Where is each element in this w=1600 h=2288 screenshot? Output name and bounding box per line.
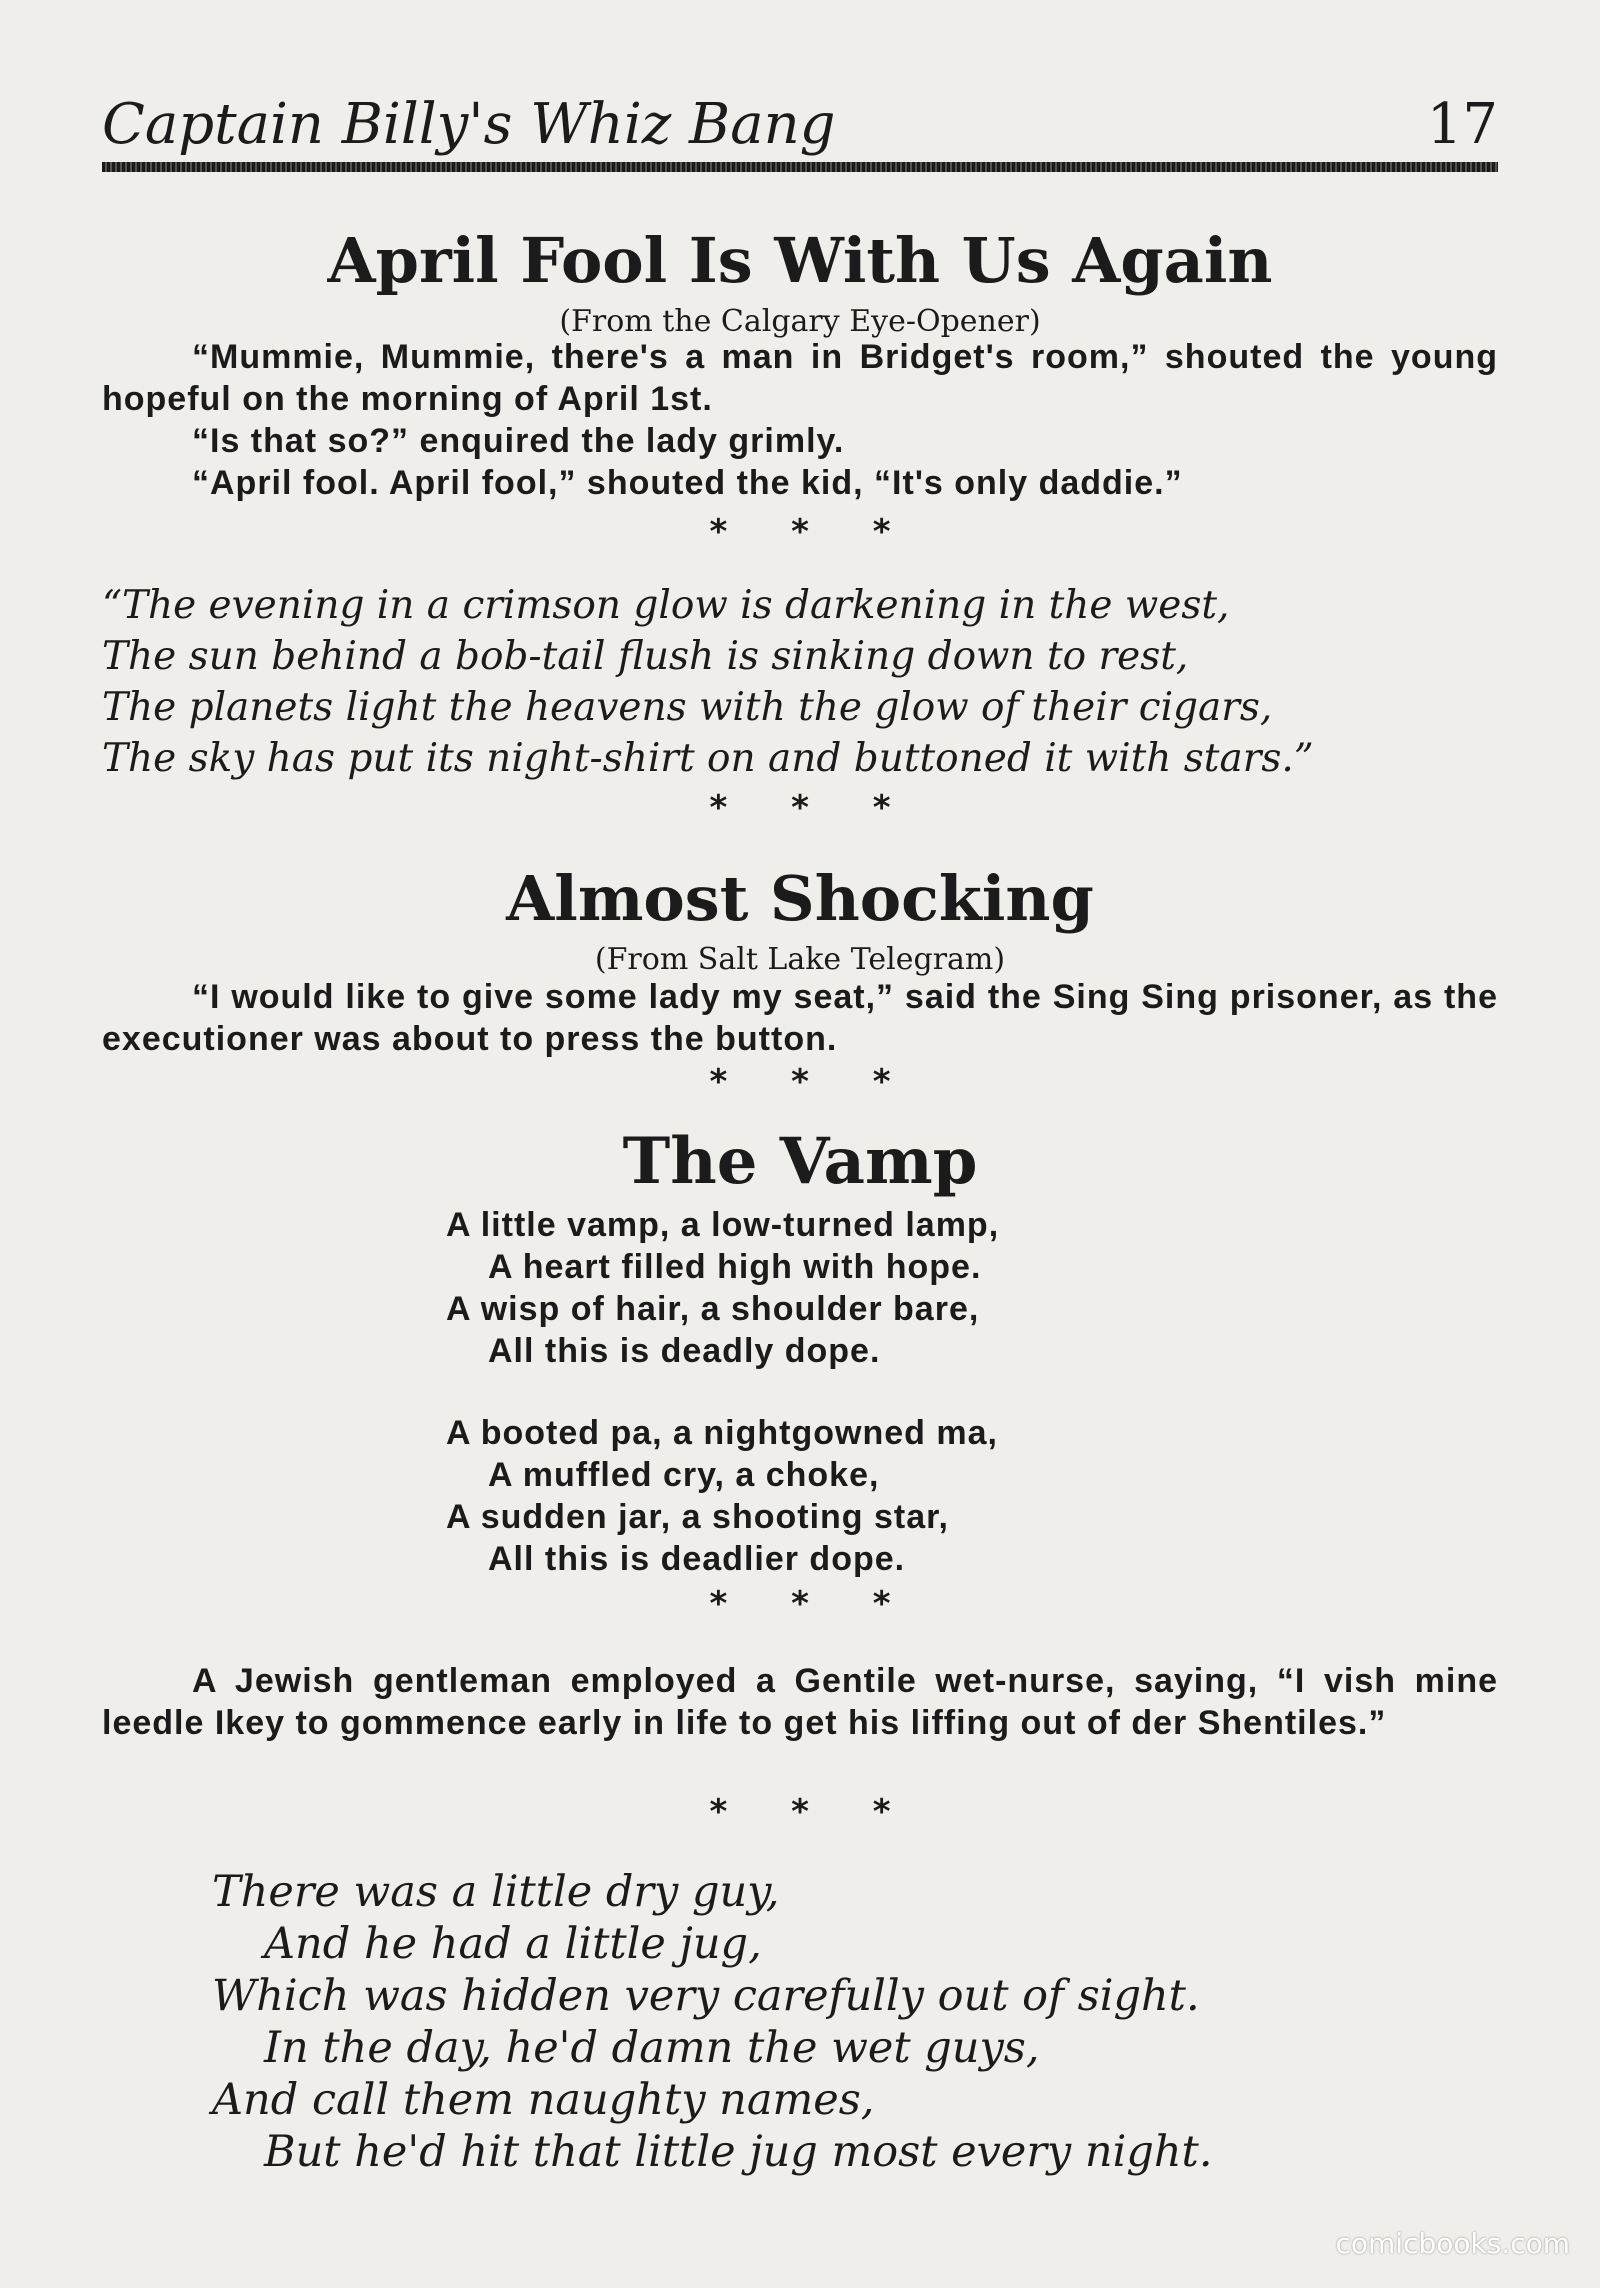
separator-4: * * * xyxy=(709,1584,891,1624)
dry-guy-line-6: But he'd hit that little jug most every night. xyxy=(264,2127,1213,2177)
the-vamp-title: The Vamp xyxy=(622,1124,978,1199)
vamp-line-7: A sudden jar, a shooting star, xyxy=(446,1498,949,1536)
evening-poem-line-4: The sky has put its night-shirt on and buttoned it with stars.” xyxy=(102,736,1314,781)
separator-1: * * * xyxy=(709,512,891,552)
vamp-line-6: A muffled cry, a choke, xyxy=(488,1456,880,1494)
the-vamp-stanza-2 xyxy=(446,1412,998,1580)
evening-poem xyxy=(102,580,1314,784)
separator-3: * * * xyxy=(709,1062,891,1102)
dry-guy-poem xyxy=(212,1866,1213,2178)
evening-poem-line-3: The planets light the heavens with the glow of their cigars, xyxy=(102,685,1273,730)
dry-guy-line-5: And call them naughty names, xyxy=(212,2075,875,2125)
separator-5: * * * xyxy=(709,1792,891,1832)
the-vamp-stanza-1 xyxy=(446,1204,999,1372)
dry-guy-line-2: And he had a little jug, xyxy=(264,1919,762,1969)
vamp-line-3: A wisp of hair, a shoulder bare, xyxy=(446,1290,980,1328)
april-fool-paragraph-1: “Mummie, Mummie, there's a man in Bridget's room,” shouted the young hopeful on the morning of April 1st. xyxy=(102,338,1498,418)
evening-poem-line-1: “The evening in a crimson glow is darkening in the west, xyxy=(102,583,1230,628)
separator-2: * * * xyxy=(709,788,891,828)
vamp-line-4: All this is deadly dope. xyxy=(488,1332,881,1370)
almost-shocking-title: Almost Shocking xyxy=(506,862,1094,935)
vamp-line-1: A little vamp, a low-turned lamp, xyxy=(446,1206,1000,1244)
watermark: comicbooks.com xyxy=(1335,2227,1570,2260)
dry-guy-line-4: In the day, he'd damn the wet guys, xyxy=(264,2023,1040,2073)
dry-guy-line-1: There was a little dry guy, xyxy=(212,1867,780,1917)
april-fool-paragraph-3: “April fool. April fool,” shouted the kid, “It's only daddie.” xyxy=(192,464,1183,502)
wet-nurse-text: A Jewish gentleman employed a Gentile wet-nurse, saying, “I vish mine leedle Ikey to gommence early in life to get his liffing out of der Shentiles.” xyxy=(102,1662,1498,1742)
header-rule xyxy=(102,162,1498,172)
april-fool-source: (From the Calgary Eye-Opener) xyxy=(559,304,1041,339)
dry-guy-line-3: Which was hidden very carefully out of sight. xyxy=(212,1971,1200,2021)
evening-poem-line-2: The sun behind a bob-tail flush is sinking down to rest, xyxy=(102,634,1189,679)
vamp-line-2: A heart filled high with hope. xyxy=(488,1248,982,1286)
running-head xyxy=(102,92,1498,162)
almost-shocking-source: (From Salt Lake Telegram) xyxy=(594,942,1006,977)
magazine-title: Captain Billy's Whiz Bang xyxy=(102,92,836,157)
vamp-line-5: A booted pa, a nightgowned ma, xyxy=(446,1414,998,1452)
page-number: 17 xyxy=(1426,92,1498,157)
april-fool-paragraph-2: “Is that so?” enquired the lady grimly. xyxy=(192,422,845,460)
almost-shocking-text: “I would like to give some lady my seat,” said the Sing Sing prisoner, as the executioner was about to press the button. xyxy=(102,978,1498,1058)
vamp-line-8: All this is deadlier dope. xyxy=(488,1540,906,1578)
april-fool-title: April Fool Is With Us Again xyxy=(327,224,1273,297)
